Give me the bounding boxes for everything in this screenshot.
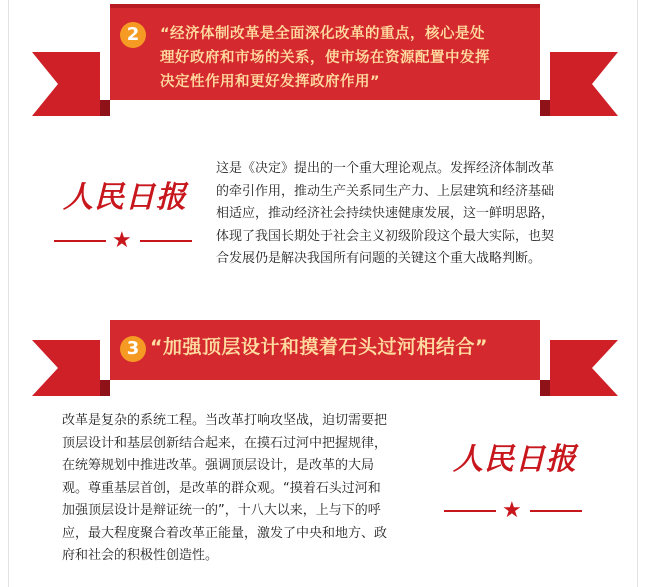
star-icon: ★ [112,228,132,253]
ribbon-tail-left [32,340,100,396]
ribbon-tail-right [550,340,618,396]
heading-line: 理好政府和市场的关系，使市场在资源配置中发挥 [160,50,490,66]
peoples-daily-logo [440,440,590,523]
logo-rule-right [530,510,582,512]
ribbon-fold-right [540,100,550,116]
frame-border-right [637,0,638,587]
section-2-banner [30,0,620,120]
paragraph-line: 观。尊重基层首创，是改革的群众观。“摸着石头过河和 [62,480,381,496]
star-icon: ★ [502,498,522,523]
paragraph-line: 改革是复杂的系统工程。当改革打响攻坚战，迫切需要把 [62,413,388,428]
ribbon-tail-right [550,52,618,116]
paragraph-line: 顶层设计和基层创新结合起来，在摸石过河中把握规律， [62,435,388,451]
paragraph-line: 合发展仍是解决我国所有问题的关键这个重大战略判断。 [216,251,542,266]
section-2-number-badge: 2 [120,22,146,48]
ribbon-fold-left [100,380,110,396]
section-3-paragraph [62,410,442,568]
ribbon-fold-left [100,100,110,116]
paragraph-line: 加强顶层设计是辩证统一的”，十八大以来，上与下的呼 [62,503,381,518]
section-3-number-badge: 3 [120,336,146,362]
paragraph-line: 府和社会的积极性创造性。 [62,548,219,563]
paragraph-line: 在统筹规划中推进改革。强调顶层设计，是改革的大局 [62,458,375,473]
logo-wordmark: 人民日报 [63,180,187,215]
section-3-heading: “加强顶层设计和摸着石头过河相结合” [150,336,488,358]
paragraph-line: 的牵引作用，推动生产关系同生产力、上层建筑和经济基础 [216,183,555,199]
logo-rule-left [444,510,496,512]
section-2-paragraph [216,158,621,271]
paragraph-line: 应，最大程度聚合着改革正能量，激发了中央和地方、政 [62,525,388,541]
logo-rule-left [54,240,106,242]
logo-rule-right [140,240,192,242]
heading-line: 决定性作用和更好发挥政府作用” [160,74,381,90]
section-3-banner [30,312,620,398]
frame-border-left [8,0,9,587]
ribbon-fold-right [540,380,550,396]
heading-line: “经济体制改革是全面深化改革的重点，核心是处 [160,26,486,42]
paragraph-line: 这是《决定》提出的一个重大理论观点。发挥经济体制改革 [216,161,555,176]
peoples-daily-logo [50,178,200,258]
section-2-heading [160,22,490,94]
ribbon-tail-left [32,52,100,116]
paragraph-line: 体现了我国长期处于社会主义初级阶段这个最大实际，也契 [216,228,555,244]
logo-wordmark: 人民日报 [453,442,577,477]
paragraph-line: 相适应，推动经济社会持续快速健康发展，这一鲜明思路， [216,206,555,221]
